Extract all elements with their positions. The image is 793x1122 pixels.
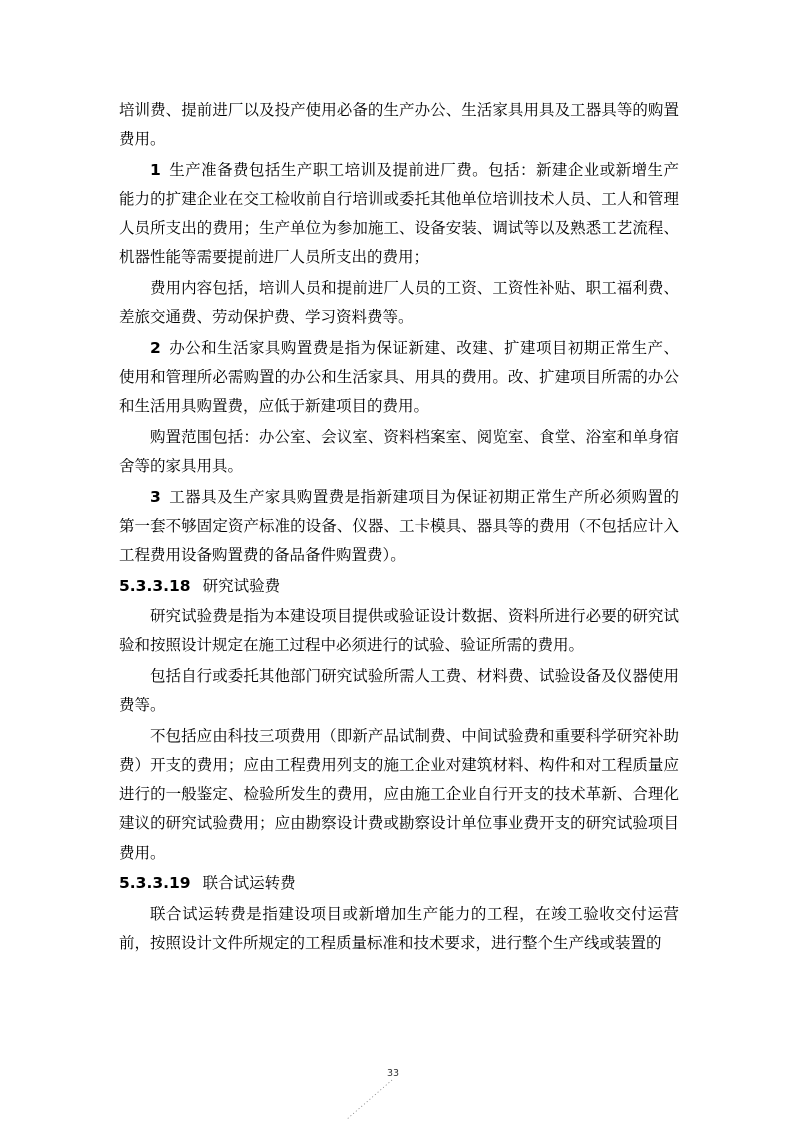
paragraph-text: 办公和生活家具购置费是指为保证新建、改建、扩建项目初期正常生产、使用和管理所必需购置的办公和生活家具、用具的费用。改、扩建项目所需的办公和生活用具购置费，应低于新建项目的费用。 xyxy=(119,338,679,416)
paragraph xyxy=(119,662,679,720)
paragraph-text: 费用内容包括，培训人员和提前进厂人员的工资、工资性补贴、职工福利费、差旅交通费、劳动保护费、学习资料费等。 xyxy=(119,279,679,327)
page-body xyxy=(119,96,679,960)
item-number: 3 xyxy=(150,487,161,506)
paragraph xyxy=(119,900,679,958)
section-number: 5.3.3.18 xyxy=(119,576,191,595)
paragraph xyxy=(119,722,679,868)
item-number: 1 xyxy=(150,160,161,179)
section-heading xyxy=(119,572,679,601)
page-number: 33 xyxy=(387,1068,400,1079)
paragraph-text: 生产准备费包括生产职工培训及提前进厂费。包括：新建企业或新增生产能力的扩建企业在交工检收前自行培训或委托其他单位培训技术人员、工人和管理人员所支出的费用；生产单位为参加施工、设备安装、调试等以及熟悉工艺流程、机器性能等需要提前进厂人员所支出的费用； xyxy=(119,160,679,267)
paragraph-text: 包括自行或委托其他部门研究试验所需人工费、材料费、试验设备及仪器使用费等。 xyxy=(119,666,679,715)
paragraph-text: 研究试验费是指为本建设项目提供或验证设计数据、资料所进行必要的研究试验和按照设计规定在施工过程中必须进行的试验、验证所需的费用。 xyxy=(119,607,679,655)
paragraph-text: 购置范围包括：办公室、会议室、资料档案室、阅览室、食堂、浴室和单身宿舍等的家具用具。 xyxy=(119,427,679,475)
section-number: 5.3.3.19 xyxy=(119,874,191,893)
paragraph xyxy=(119,274,679,332)
paragraph xyxy=(119,423,679,481)
paragraph xyxy=(119,602,679,660)
paragraph-text: 工器具及生产家具购置费是指新建项目为保证初期正常生产所必须购置的第一套不够固定资产标准的设备、仪器、工卡模具、器具等的费用（不包括应计入工程费用设备购置费的备品备件购置费）。 xyxy=(119,487,679,564)
item-number: 2 xyxy=(150,338,161,357)
paragraph-text: 联合试运转费是指建设项目或新增加生产能力的工程，在竣工验收交付运营前，按照设计文件所规定的工程质量标准和技术要求，进行整个生产线或装置的 xyxy=(119,904,679,952)
paragraph xyxy=(119,334,679,422)
section-title: 联合试运转费 xyxy=(202,874,296,893)
corner-dotted-line xyxy=(340,1078,400,1122)
paragraph-text: 培训费、提前进厂以及投产使用必备的生产办公、生活家具用具及工器具等的购置费用。 xyxy=(119,101,679,149)
section-title: 研究试验费 xyxy=(202,576,281,595)
paragraph-text: 不包括应由科技三项费用（即新产品试制费、中间试验费和重要科学研究补助费）开支的费用；应由工程费用列支的施工企业对建筑材料、构件和对工程质量应进行的一般鉴定、检验所发生的费用，应由施工企业自行开支的技术革新、合理化建议的研究试验费用；应由勘察设计费或勘察设计单位事业费开支的研究试验项目费用。 xyxy=(119,726,679,862)
section-heading xyxy=(119,869,679,898)
paragraph xyxy=(119,483,679,571)
paragraph xyxy=(119,156,679,273)
paragraph xyxy=(119,96,679,154)
